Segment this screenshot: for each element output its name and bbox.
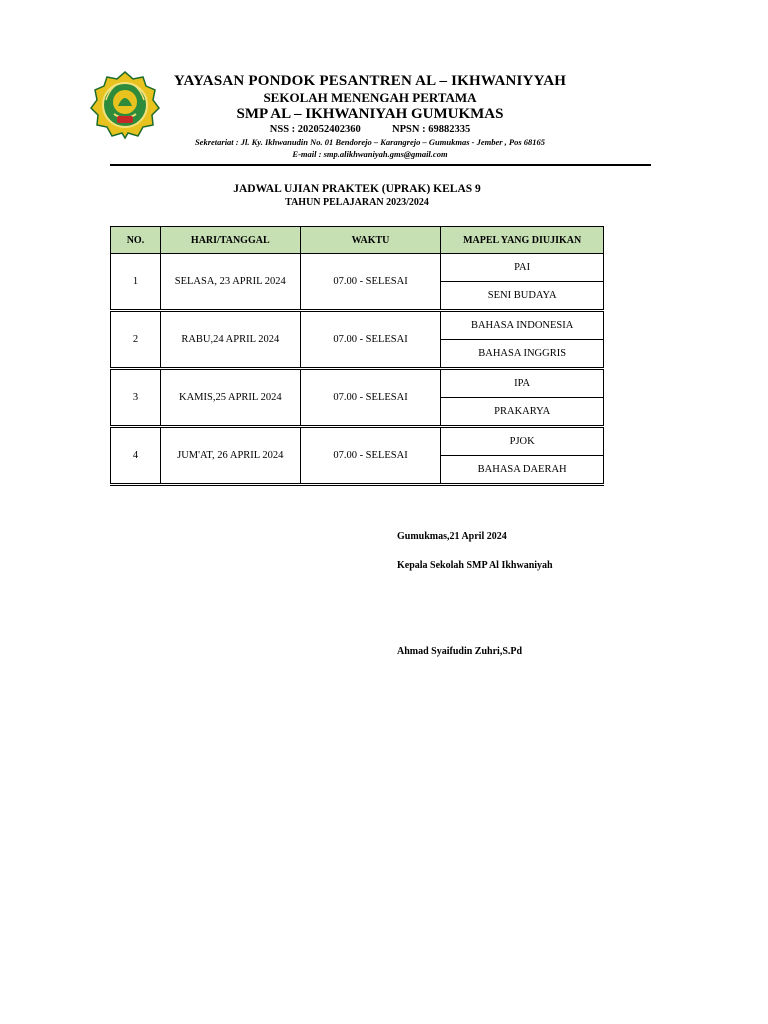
- document-title-block: [110, 182, 604, 209]
- row-date: RABU,24 APRIL 2024: [160, 311, 300, 369]
- row-subject: PRAKARYA: [441, 398, 604, 427]
- nss-number: NSS : 202052402360: [269, 124, 361, 135]
- school-ids: [160, 123, 580, 136]
- npsn-number: NPSN : 69882335: [392, 124, 471, 135]
- header-time: WAKTU: [300, 227, 441, 254]
- row-time: 07.00 - SELESAI: [300, 369, 441, 427]
- row-date: KAMIS,25 APRIL 2024: [160, 369, 300, 427]
- row-date: JUM'AT, 26 APRIL 2024: [160, 427, 300, 485]
- header-divider: [110, 164, 651, 166]
- signature-name: Ahmad Syaifudin Zuhri,S.Pd: [397, 646, 523, 657]
- row-no: 3: [111, 369, 161, 427]
- letterhead: [160, 72, 580, 160]
- row-time: 07.00 - SELESAI: [300, 311, 441, 369]
- table-header-row: [111, 227, 604, 254]
- row-no: 2: [111, 311, 161, 369]
- row-no: 1: [111, 254, 161, 311]
- school-logo: [88, 70, 162, 140]
- row-subject: PJOK: [441, 427, 604, 456]
- row-time: 07.00 - SELESAI: [300, 254, 441, 311]
- table-row: [111, 369, 604, 398]
- table-row: [111, 311, 604, 340]
- row-date: SELASA, 23 APRIL 2024: [160, 254, 300, 311]
- table-row: [111, 427, 604, 456]
- row-subject: BAHASA INDONESIA: [441, 311, 604, 340]
- foundation-name: YAYASAN PONDOK PESANTREN AL – IKHWANIYYAH: [173, 73, 567, 89]
- header-subject: MAPEL YANG DIUJIKAN: [441, 227, 604, 254]
- row-subject: BAHASA DAERAH: [441, 456, 604, 485]
- row-subject: IPA: [441, 369, 604, 398]
- document-title: JADWAL UJIAN PRAKTEK (UPRAK) KELAS 9: [233, 183, 481, 195]
- school-address: Sekretariat : Jl. Ky. Ikhwanudin No. 01 Bendorejo – Karangrejo – Gumukmas - Jember , Pos 68165: [194, 137, 546, 147]
- row-no: 4: [111, 427, 161, 485]
- row-subject: SENI BUDAYA: [441, 282, 604, 311]
- row-subject: PAI: [441, 254, 604, 282]
- school-level: SEKOLAH MENENGAH PERTAMA: [263, 90, 477, 105]
- school-email: E-mail : smp.alikhwaniyah.gms@gmail.com: [292, 149, 448, 159]
- header-no: NO.: [111, 227, 161, 254]
- document-subtitle: TAHUN PELAJARAN 2023/2024: [285, 197, 429, 208]
- signature-position: Kepala Sekolah SMP Al Ikhwaniyah: [397, 560, 553, 571]
- row-subject: BAHASA INGGRIS: [441, 340, 604, 369]
- exam-schedule-table: [110, 226, 604, 486]
- header-date: HARI/TANGGAL: [160, 227, 300, 254]
- table-row: [111, 254, 604, 282]
- row-time: 07.00 - SELESAI: [300, 427, 441, 485]
- school-emblem-icon: [88, 70, 162, 140]
- signature-place-date: Gumukmas,21 April 2024: [397, 531, 507, 542]
- school-name: SMP AL – IKHWANIYAH GUMUKMAS: [236, 106, 504, 122]
